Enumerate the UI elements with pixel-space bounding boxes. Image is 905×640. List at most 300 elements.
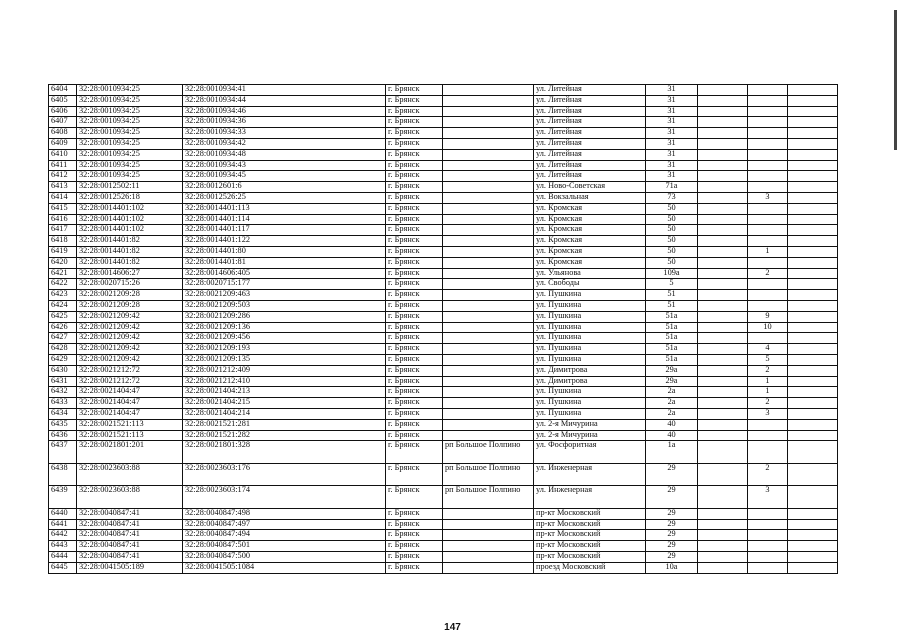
cadastral-number-cell: 32:28:0021209:193	[183, 344, 386, 355]
settlement-cell	[443, 387, 534, 398]
cadastral-number-cell: 32:28:0021209:136	[183, 322, 386, 333]
street-cell: ул. Пушкина	[534, 290, 646, 301]
row-number-cell: 6434	[49, 408, 77, 419]
settlement-cell	[443, 149, 534, 160]
street-cell: ул. Кромская	[534, 214, 646, 225]
apartment-cell	[748, 430, 788, 441]
parent-cadastral-number-cell: 32:28:0020715:26	[77, 279, 183, 290]
cadastral-number-cell: 32:28:0010934:41	[183, 85, 386, 96]
cadastral-number-cell: 32:28:0023603:174	[183, 486, 386, 509]
table-row	[49, 486, 838, 509]
street-cell: пр-кт Московский	[534, 551, 646, 562]
street-cell: пр-кт Московский	[534, 508, 646, 519]
cadastral-number-cell: 32:28:0023603:176	[183, 463, 386, 486]
cadastral-number-cell: 32:28:0021404:215	[183, 398, 386, 409]
table-row	[49, 430, 838, 441]
street-cell: пр-кт Московский	[534, 541, 646, 552]
table-row	[49, 117, 838, 128]
cadastral-number-cell: 32:28:0010934:42	[183, 138, 386, 149]
city-cell: г. Брянск	[386, 128, 443, 139]
apartment-cell	[748, 160, 788, 171]
street-cell: ул. Литейная	[534, 117, 646, 128]
extra-cell	[788, 463, 838, 486]
row-number-cell: 6405	[49, 95, 77, 106]
table-row	[49, 463, 838, 486]
settlement-cell	[443, 530, 534, 541]
apartment-cell: 10	[748, 322, 788, 333]
table-row	[49, 541, 838, 552]
row-number-cell: 6417	[49, 225, 77, 236]
street-cell: ул. Литейная	[534, 149, 646, 160]
city-cell: г. Брянск	[386, 138, 443, 149]
parent-cadastral-number-cell: 32:28:0012502:11	[77, 182, 183, 193]
parent-cadastral-number-cell: 32:28:0010934:25	[77, 95, 183, 106]
cadastral-number-cell: 32:28:0021209:456	[183, 333, 386, 344]
building-cell	[698, 398, 748, 409]
street-cell: ул. Кромская	[534, 225, 646, 236]
building-cell	[698, 419, 748, 430]
table-row	[49, 160, 838, 171]
row-number-cell: 6406	[49, 106, 77, 117]
cadastral-number-cell: 32:28:0040847:501	[183, 541, 386, 552]
extra-cell	[788, 365, 838, 376]
row-number-cell: 6442	[49, 530, 77, 541]
building-cell	[698, 333, 748, 344]
house-number-cell: 50	[646, 203, 698, 214]
city-cell: г. Брянск	[386, 268, 443, 279]
street-cell: ул. Пушкина	[534, 354, 646, 365]
parent-cadastral-number-cell: 32:28:0040847:41	[77, 530, 183, 541]
city-cell: г. Брянск	[386, 463, 443, 486]
parent-cadastral-number-cell: 32:28:0010934:25	[77, 171, 183, 182]
house-number-cell: 29	[646, 530, 698, 541]
table-row	[49, 311, 838, 322]
building-cell	[698, 160, 748, 171]
row-number-cell: 6414	[49, 192, 77, 203]
city-cell: г. Брянск	[386, 85, 443, 96]
city-cell: г. Брянск	[386, 279, 443, 290]
settlement-cell	[443, 365, 534, 376]
apartment-cell	[748, 333, 788, 344]
street-cell: ул. Пушкина	[534, 300, 646, 311]
street-cell: ул. Литейная	[534, 106, 646, 117]
apartment-cell: 2	[748, 463, 788, 486]
building-cell	[698, 354, 748, 365]
house-number-cell: 29	[646, 486, 698, 509]
table-row	[49, 85, 838, 96]
cadastral-number-cell: 32:28:0014606:405	[183, 268, 386, 279]
parent-cadastral-number-cell: 32:28:0040847:41	[77, 541, 183, 552]
parent-cadastral-number-cell: 32:28:0021212:72	[77, 365, 183, 376]
apartment-cell	[748, 279, 788, 290]
apartment-cell	[748, 117, 788, 128]
settlement-cell	[443, 408, 534, 419]
street-cell: ул. Пушкина	[534, 333, 646, 344]
parent-cadastral-number-cell: 32:28:0014401:82	[77, 246, 183, 257]
house-number-cell: 2а	[646, 408, 698, 419]
city-cell: г. Брянск	[386, 530, 443, 541]
building-cell	[698, 149, 748, 160]
settlement-cell	[443, 182, 534, 193]
apartment-cell: 4	[748, 344, 788, 355]
apartment-cell: 5	[748, 354, 788, 365]
settlement-cell	[443, 225, 534, 236]
street-cell: ул. Литейная	[534, 160, 646, 171]
extra-cell	[788, 322, 838, 333]
city-cell: г. Брянск	[386, 408, 443, 419]
city-cell: г. Брянск	[386, 419, 443, 430]
table-row	[49, 344, 838, 355]
parent-cadastral-number-cell: 32:28:0021212:72	[77, 376, 183, 387]
extra-cell	[788, 192, 838, 203]
extra-cell	[788, 138, 838, 149]
street-cell: ул. Вокзальная	[534, 192, 646, 203]
parent-cadastral-number-cell: 32:28:0021209:42	[77, 333, 183, 344]
street-cell: ул. Свободы	[534, 279, 646, 290]
building-cell	[698, 171, 748, 182]
cadastral-number-cell: 32:28:0040847:500	[183, 551, 386, 562]
city-cell: г. Брянск	[386, 290, 443, 301]
page-number: 147	[444, 622, 461, 633]
table-row	[49, 257, 838, 268]
row-number-cell: 6444	[49, 551, 77, 562]
settlement-cell: рп Большое Полпино	[443, 441, 534, 464]
house-number-cell: 50	[646, 214, 698, 225]
parent-cadastral-number-cell: 32:28:0040847:41	[77, 551, 183, 562]
parent-cadastral-number-cell: 32:28:0021209:28	[77, 300, 183, 311]
row-number-cell: 6429	[49, 354, 77, 365]
settlement-cell	[443, 138, 534, 149]
row-number-cell: 6426	[49, 322, 77, 333]
extra-cell	[788, 408, 838, 419]
settlement-cell	[443, 171, 534, 182]
building-cell	[698, 128, 748, 139]
house-number-cell: 31	[646, 85, 698, 96]
cadastral-number-cell: 32:28:0021801:328	[183, 441, 386, 464]
settlement-cell	[443, 236, 534, 247]
building-cell	[698, 246, 748, 257]
apartment-cell: 9	[748, 311, 788, 322]
settlement-cell	[443, 246, 534, 257]
city-cell: г. Брянск	[386, 225, 443, 236]
settlement-cell	[443, 268, 534, 279]
row-number-cell: 6441	[49, 519, 77, 530]
table-row	[49, 268, 838, 279]
city-cell: г. Брянск	[386, 441, 443, 464]
extra-cell	[788, 171, 838, 182]
building-cell	[698, 236, 748, 247]
extra-cell	[788, 160, 838, 171]
extra-cell	[788, 149, 838, 160]
parent-cadastral-number-cell: 32:28:0021209:28	[77, 290, 183, 301]
table-row	[49, 246, 838, 257]
city-cell: г. Брянск	[386, 486, 443, 509]
extra-cell	[788, 279, 838, 290]
table-row	[49, 441, 838, 464]
cadastral-number-cell: 32:28:0021212:409	[183, 365, 386, 376]
house-number-cell: 50	[646, 246, 698, 257]
page-edge-mark	[894, 10, 897, 150]
street-cell: ул. Инженерная	[534, 486, 646, 509]
table-row	[49, 530, 838, 541]
row-number-cell: 6423	[49, 290, 77, 301]
extra-cell	[788, 387, 838, 398]
extra-cell	[788, 257, 838, 268]
extra-cell	[788, 128, 838, 139]
cadastral-number-cell: 32:28:0010934:48	[183, 149, 386, 160]
settlement-cell	[443, 551, 534, 562]
settlement-cell	[443, 333, 534, 344]
extra-cell	[788, 182, 838, 193]
house-number-cell: 31	[646, 149, 698, 160]
house-number-cell: 5	[646, 279, 698, 290]
parent-cadastral-number-cell: 32:28:0014606:27	[77, 268, 183, 279]
building-cell	[698, 530, 748, 541]
street-cell: ул. Кромская	[534, 203, 646, 214]
street-cell: ул. Димитрова	[534, 365, 646, 376]
row-number-cell: 6437	[49, 441, 77, 464]
parent-cadastral-number-cell: 32:28:0021404:47	[77, 387, 183, 398]
settlement-cell	[443, 300, 534, 311]
parent-cadastral-number-cell: 32:28:0010934:25	[77, 149, 183, 160]
city-cell: г. Брянск	[386, 398, 443, 409]
row-number-cell: 6430	[49, 365, 77, 376]
extra-cell	[788, 117, 838, 128]
parent-cadastral-number-cell: 32:28:0040847:41	[77, 508, 183, 519]
settlement-cell	[443, 419, 534, 430]
apartment-cell	[748, 171, 788, 182]
table-row	[49, 376, 838, 387]
row-number-cell: 6404	[49, 85, 77, 96]
apartment-cell: 3	[748, 192, 788, 203]
cadastral-number-cell: 32:28:0012601:6	[183, 182, 386, 193]
parent-cadastral-number-cell: 32:28:0021209:42	[77, 311, 183, 322]
building-cell	[698, 463, 748, 486]
settlement-cell	[443, 519, 534, 530]
house-number-cell: 51а	[646, 354, 698, 365]
city-cell: г. Брянск	[386, 551, 443, 562]
table-row	[49, 149, 838, 160]
apartment-cell	[748, 530, 788, 541]
cadastral-number-cell: 32:28:0012526:25	[183, 192, 386, 203]
parent-cadastral-number-cell: 32:28:0021209:42	[77, 344, 183, 355]
row-number-cell: 6439	[49, 486, 77, 509]
house-number-cell: 29а	[646, 365, 698, 376]
building-cell	[698, 562, 748, 573]
city-cell: г. Брянск	[386, 182, 443, 193]
house-number-cell: 2а	[646, 398, 698, 409]
parent-cadastral-number-cell: 32:28:0010934:25	[77, 138, 183, 149]
table-row	[49, 365, 838, 376]
extra-cell	[788, 486, 838, 509]
apartment-cell: 1	[748, 376, 788, 387]
building-cell	[698, 387, 748, 398]
building-cell	[698, 203, 748, 214]
extra-cell	[788, 430, 838, 441]
cadastral-number-cell: 32:28:0021209:463	[183, 290, 386, 301]
row-number-cell: 6431	[49, 376, 77, 387]
house-number-cell: 10а	[646, 562, 698, 573]
extra-cell	[788, 203, 838, 214]
table-row	[49, 322, 838, 333]
apartment-cell: 2	[748, 268, 788, 279]
table-row	[49, 95, 838, 106]
parent-cadastral-number-cell: 32:28:0014401:102	[77, 203, 183, 214]
cadastral-number-cell: 32:28:0010934:44	[183, 95, 386, 106]
row-number-cell: 6445	[49, 562, 77, 573]
city-cell: г. Брянск	[386, 149, 443, 160]
row-number-cell: 6422	[49, 279, 77, 290]
settlement-cell	[443, 322, 534, 333]
house-number-cell: 50	[646, 257, 698, 268]
house-number-cell: 29	[646, 508, 698, 519]
extra-cell	[788, 354, 838, 365]
table-body	[49, 85, 838, 574]
house-number-cell: 31	[646, 117, 698, 128]
building-cell	[698, 322, 748, 333]
extra-cell	[788, 85, 838, 96]
row-number-cell: 6408	[49, 128, 77, 139]
city-cell: г. Брянск	[386, 236, 443, 247]
house-number-cell: 29а	[646, 376, 698, 387]
building-cell	[698, 551, 748, 562]
settlement-cell	[443, 257, 534, 268]
row-number-cell: 6407	[49, 117, 77, 128]
building-cell	[698, 257, 748, 268]
house-number-cell: 50	[646, 236, 698, 247]
settlement-cell	[443, 376, 534, 387]
house-number-cell: 31	[646, 106, 698, 117]
street-cell: ул. Пушкина	[534, 398, 646, 409]
extra-cell	[788, 311, 838, 322]
apartment-cell	[748, 300, 788, 311]
extra-cell	[788, 441, 838, 464]
cadastral-number-cell: 32:28:0021404:214	[183, 408, 386, 419]
cadastral-number-cell: 32:28:0021209:286	[183, 311, 386, 322]
table-row	[49, 519, 838, 530]
row-number-cell: 6421	[49, 268, 77, 279]
table-row	[49, 236, 838, 247]
apartment-cell: 3	[748, 486, 788, 509]
house-number-cell: 109а	[646, 268, 698, 279]
street-cell: ул. 2-я Мичурина	[534, 419, 646, 430]
table-row	[49, 551, 838, 562]
apartment-cell	[748, 290, 788, 301]
city-cell: г. Брянск	[386, 562, 443, 573]
building-cell	[698, 365, 748, 376]
cadastral-number-cell: 32:28:0014401:81	[183, 257, 386, 268]
apartment-cell	[748, 441, 788, 464]
settlement-cell	[443, 508, 534, 519]
table-row	[49, 214, 838, 225]
row-number-cell: 6424	[49, 300, 77, 311]
house-number-cell: 51а	[646, 322, 698, 333]
street-cell: ул. Литейная	[534, 171, 646, 182]
row-number-cell: 6432	[49, 387, 77, 398]
table-row	[49, 333, 838, 344]
apartment-cell	[748, 551, 788, 562]
row-number-cell: 6436	[49, 430, 77, 441]
city-cell: г. Брянск	[386, 214, 443, 225]
building-cell	[698, 430, 748, 441]
cadastral-number-cell: 32:28:0021209:135	[183, 354, 386, 365]
row-number-cell: 6443	[49, 541, 77, 552]
cadastral-number-cell: 32:28:0010934:45	[183, 171, 386, 182]
table-row	[49, 508, 838, 519]
row-number-cell: 6425	[49, 311, 77, 322]
cadastral-number-cell: 32:28:0014401:113	[183, 203, 386, 214]
street-cell: ул. Литейная	[534, 95, 646, 106]
settlement-cell	[443, 562, 534, 573]
row-number-cell: 6409	[49, 138, 77, 149]
building-cell	[698, 117, 748, 128]
table-row	[49, 192, 838, 203]
house-number-cell: 29	[646, 551, 698, 562]
building-cell	[698, 344, 748, 355]
building-cell	[698, 441, 748, 464]
city-cell: г. Брянск	[386, 376, 443, 387]
apartment-cell	[748, 138, 788, 149]
settlement-cell: рп Большое Полпино	[443, 463, 534, 486]
city-cell: г. Брянск	[386, 171, 443, 182]
apartment-cell	[748, 95, 788, 106]
street-cell: ул. Димитрова	[534, 376, 646, 387]
extra-cell	[788, 551, 838, 562]
apartment-cell: 2	[748, 365, 788, 376]
settlement-cell	[443, 430, 534, 441]
cadastral-number-cell: 32:28:0010934:33	[183, 128, 386, 139]
city-cell: г. Брянск	[386, 203, 443, 214]
row-number-cell: 6420	[49, 257, 77, 268]
settlement-cell	[443, 160, 534, 171]
building-cell	[698, 376, 748, 387]
table-row	[49, 182, 838, 193]
cadastral-number-cell: 32:28:0014401:80	[183, 246, 386, 257]
settlement-cell	[443, 354, 534, 365]
street-cell: ул. Кромская	[534, 246, 646, 257]
parent-cadastral-number-cell: 32:28:0010934:25	[77, 128, 183, 139]
cadastral-number-cell: 32:28:0021212:410	[183, 376, 386, 387]
row-number-cell: 6419	[49, 246, 77, 257]
parent-cadastral-number-cell: 32:28:0021209:42	[77, 322, 183, 333]
apartment-cell	[748, 225, 788, 236]
house-number-cell: 51а	[646, 344, 698, 355]
table-row	[49, 354, 838, 365]
building-cell	[698, 106, 748, 117]
street-cell: ул. Кромская	[534, 236, 646, 247]
parent-cadastral-number-cell: 32:28:0010934:25	[77, 160, 183, 171]
street-cell: ул. Ульянова	[534, 268, 646, 279]
extra-cell	[788, 333, 838, 344]
row-number-cell: 6416	[49, 214, 77, 225]
cadastral-number-cell: 32:28:0010934:43	[183, 160, 386, 171]
apartment-cell	[748, 214, 788, 225]
extra-cell	[788, 398, 838, 409]
settlement-cell	[443, 214, 534, 225]
table-row	[49, 387, 838, 398]
house-number-cell: 40	[646, 419, 698, 430]
parent-cadastral-number-cell: 32:28:0014401:82	[77, 236, 183, 247]
street-cell: ул. 2-я Мичурина	[534, 430, 646, 441]
settlement-cell	[443, 344, 534, 355]
building-cell	[698, 541, 748, 552]
cadastral-number-cell: 32:28:0021521:281	[183, 419, 386, 430]
row-number-cell: 6410	[49, 149, 77, 160]
parent-cadastral-number-cell: 32:28:0021801:201	[77, 441, 183, 464]
cadastral-number-cell: 32:28:0041505:1084	[183, 562, 386, 573]
apartment-cell: 1	[748, 387, 788, 398]
table-row	[49, 128, 838, 139]
